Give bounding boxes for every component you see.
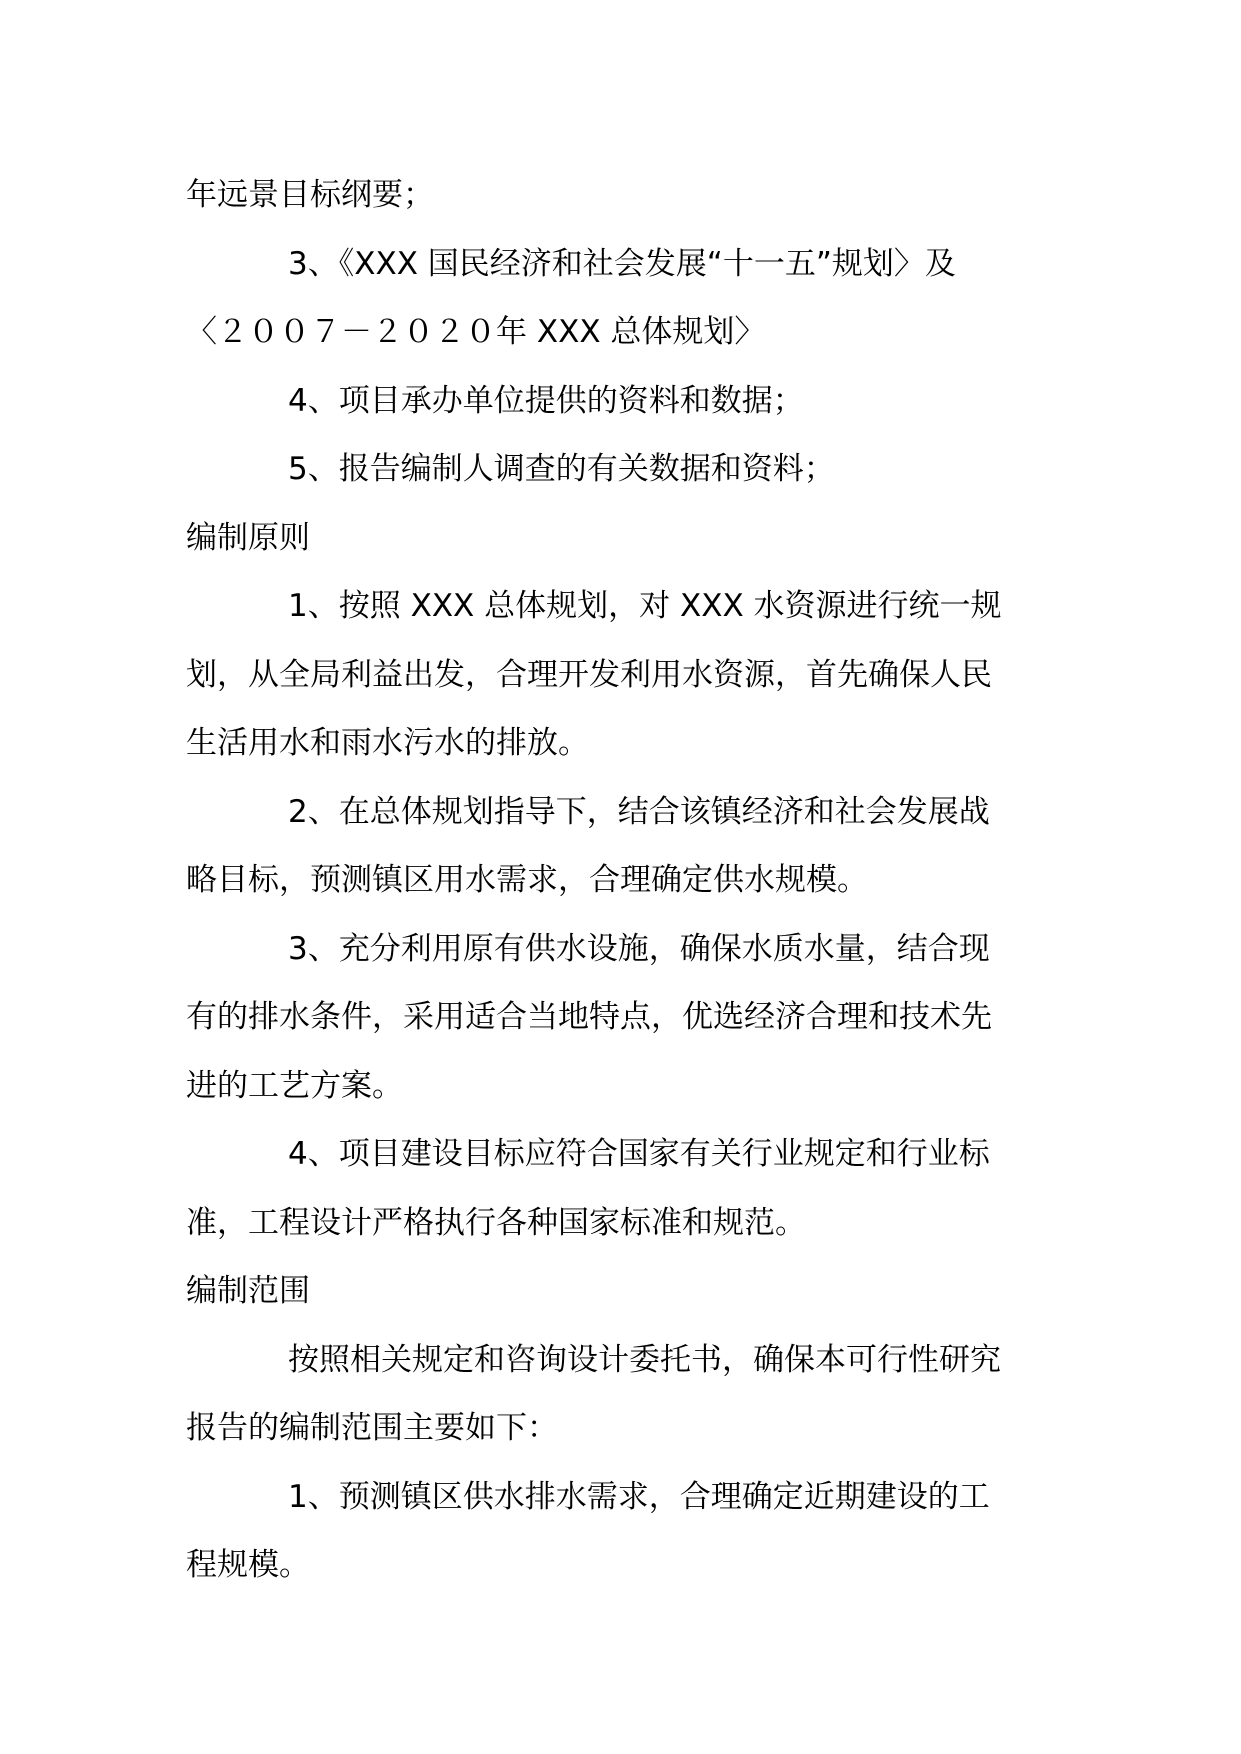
list-item: 1、预测镇区供水排水需求，合理确定近期建设的工 bbox=[288, 1478, 990, 1515]
text-line: 年远景目标纲要； bbox=[186, 177, 434, 213]
text-line: 准，工程设计严格执行各种国家标准和规范。 bbox=[186, 1204, 806, 1241]
text-line: 程规模。 bbox=[186, 1547, 310, 1583]
text-line: 有的排水条件，采用适合当地特点，优选经济合理和技术先 bbox=[186, 999, 992, 1035]
list-item: 4、项目承办单位提供的资料和数据； bbox=[288, 382, 804, 419]
text-line: 进的工艺方案。 bbox=[186, 1067, 403, 1104]
text-line: 报告的编制范围主要如下： bbox=[186, 1410, 558, 1446]
list-item: 3、充分利用原有供水设施，确保水质水量，结合现 bbox=[288, 930, 990, 967]
text-line: 〈２００７－２０２０年 XXX 总体规划〉 bbox=[186, 314, 766, 350]
list-item: 1、按照 XXX 总体规划，对 XXX 水资源进行统一规 bbox=[288, 588, 1002, 624]
paragraph-line: 按照相关规定和咨询设计委托书，确保本可行性研究 bbox=[288, 1341, 1001, 1378]
text-line: 略目标，预测镇区用水需求，合理确定供水规模。 bbox=[186, 862, 868, 898]
text-line: 生活用水和雨水污水的排放。 bbox=[186, 725, 589, 761]
list-item: 2、在总体规划指导下，结合该镇经济和社会发展战 bbox=[288, 793, 990, 830]
list-item: 5、报告编制人调查的有关数据和资料； bbox=[288, 451, 835, 487]
list-item: 4、项目建设目标应符合国家有关行业规定和行业标 bbox=[288, 1136, 990, 1172]
text-line: 划，从全局利益出发，合理开发利用水资源，首先确保人民 bbox=[186, 656, 992, 693]
document-body bbox=[186, 161, 1056, 1600]
section-heading: 编制范围 bbox=[186, 1273, 310, 1309]
list-item: 3、《XXX 国民经济和社会发展“十一五”规划〉及 bbox=[288, 245, 956, 282]
section-heading: 编制原则 bbox=[186, 519, 310, 556]
